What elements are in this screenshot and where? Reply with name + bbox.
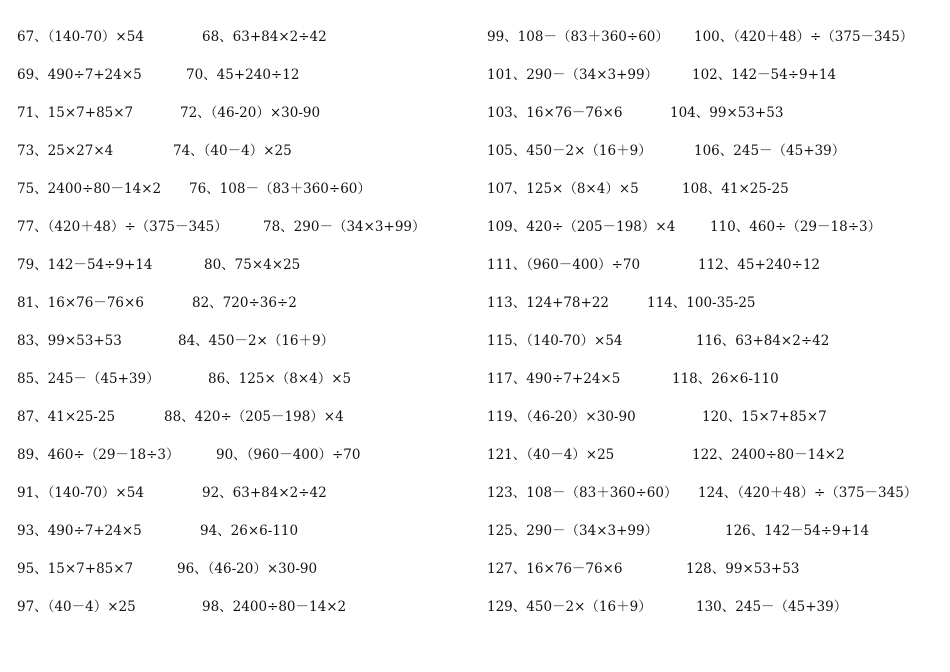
- problem-125: 125、290－（34×3+99）: [487, 523, 659, 539]
- problem-121: 121、（40－4）×25: [487, 447, 615, 463]
- problem-105: 105、450－2×（16＋9）: [487, 143, 652, 159]
- problem-76: 76、108－（83＋360÷60）: [189, 181, 371, 197]
- problem-73: 73、25×27×4: [17, 143, 114, 159]
- problem-92: 92、63+84×2÷42: [202, 485, 327, 501]
- problem-128: 128、99×53+53: [686, 561, 800, 577]
- problem-117: 117、490÷7+24×5: [487, 371, 621, 387]
- problem-124: 124、（420＋48）÷（375－345）: [698, 485, 918, 501]
- problem-89: 89、460÷（29－18÷3）: [17, 447, 180, 463]
- problem-106: 106、245－（45+39）: [694, 143, 846, 159]
- problem-99: 99、108－（83＋360÷60）: [487, 29, 669, 45]
- problem-98: 98、2400÷80－14×2: [202, 599, 347, 615]
- problem-84: 84、450－2×（16＋9）: [178, 333, 335, 349]
- problem-126: 126、142－54÷9+14: [725, 523, 870, 539]
- problem-88: 88、420÷（205－198）×4: [164, 409, 344, 425]
- problem-119: 119、（46-20）×30-90: [487, 409, 636, 425]
- problem-85: 85、245－（45+39）: [17, 371, 160, 387]
- problem-77: 77、（420＋48）÷（375－345）: [17, 219, 228, 235]
- problem-97: 97、（40－4）×25: [17, 599, 136, 615]
- problem-82: 82、720÷36÷2: [192, 295, 297, 311]
- problem-80: 80、75×4×25: [204, 257, 301, 273]
- problem-74: 74、（40－4）×25: [173, 143, 292, 159]
- problem-120: 120、15×7+85×7: [702, 409, 827, 425]
- problem-86: 86、125×（8×4）×5: [208, 371, 352, 387]
- problem-114: 114、100-35-25: [647, 295, 756, 311]
- problem-108: 108、41×25-25: [682, 181, 789, 197]
- problem-115: 115、（140-70）×54: [487, 333, 623, 349]
- problem-67: 67、（140-70）×54: [17, 29, 144, 45]
- problem-113: 113、124+78+22: [487, 295, 610, 311]
- problem-90: 90、（960－400）÷70: [216, 447, 361, 463]
- problem-68: 68、63+84×2÷42: [202, 29, 327, 45]
- problem-110: 110、460÷（29－18÷3）: [710, 219, 882, 235]
- problem-72: 72、（46-20）×30-90: [180, 105, 321, 121]
- problem-107: 107、125×（8×4）×5: [487, 181, 639, 197]
- problem-75: 75、2400÷80－14×2: [17, 181, 162, 197]
- problem-69: 69、490÷7+24×5: [17, 67, 142, 83]
- problem-116: 116、63+84×2÷42: [696, 333, 830, 349]
- problem-70: 70、45+240÷12: [186, 67, 300, 83]
- problem-122: 122、2400÷80－14×2: [692, 447, 845, 463]
- problem-93: 93、490÷7+24×5: [17, 523, 142, 539]
- problem-100: 100、（420＋48）÷（375－345）: [694, 29, 914, 45]
- problem-91: 91、（140-70）×54: [17, 485, 144, 501]
- problem-112: 112、45+240÷12: [698, 257, 821, 273]
- problem-109: 109、420÷（205－198）×4: [487, 219, 676, 235]
- problem-111: 111、（960－400）÷70: [487, 257, 641, 273]
- problem-94: 94、26×6-110: [200, 523, 299, 539]
- problem-96: 96、（46-20）×30-90: [177, 561, 318, 577]
- problem-87: 87、41×25-25: [17, 409, 116, 425]
- problem-118: 118、26×6-110: [672, 371, 779, 387]
- problem-130: 130、245－（45+39）: [696, 599, 848, 615]
- problem-129: 129、450－2×（16＋9）: [487, 599, 652, 615]
- problem-103: 103、16×76－76×6: [487, 105, 623, 121]
- problem-102: 102、142－54÷9+14: [692, 67, 837, 83]
- problem-83: 83、99×53+53: [17, 333, 122, 349]
- problem-95: 95、15×7+85×7: [17, 561, 134, 577]
- problem-71: 71、15×7+85×7: [17, 105, 134, 121]
- problem-127: 127、16×76－76×6: [487, 561, 623, 577]
- problem-79: 79、142－54÷9+14: [17, 257, 153, 273]
- problem-123: 123、108－（83＋360÷60）: [487, 485, 678, 501]
- problem-78: 78、290－（34×3+99）: [263, 219, 426, 235]
- problem-104: 104、99×53+53: [670, 105, 784, 121]
- problem-81: 81、16×76－76×6: [17, 295, 144, 311]
- problem-101: 101、290－（34×3+99）: [487, 67, 659, 83]
